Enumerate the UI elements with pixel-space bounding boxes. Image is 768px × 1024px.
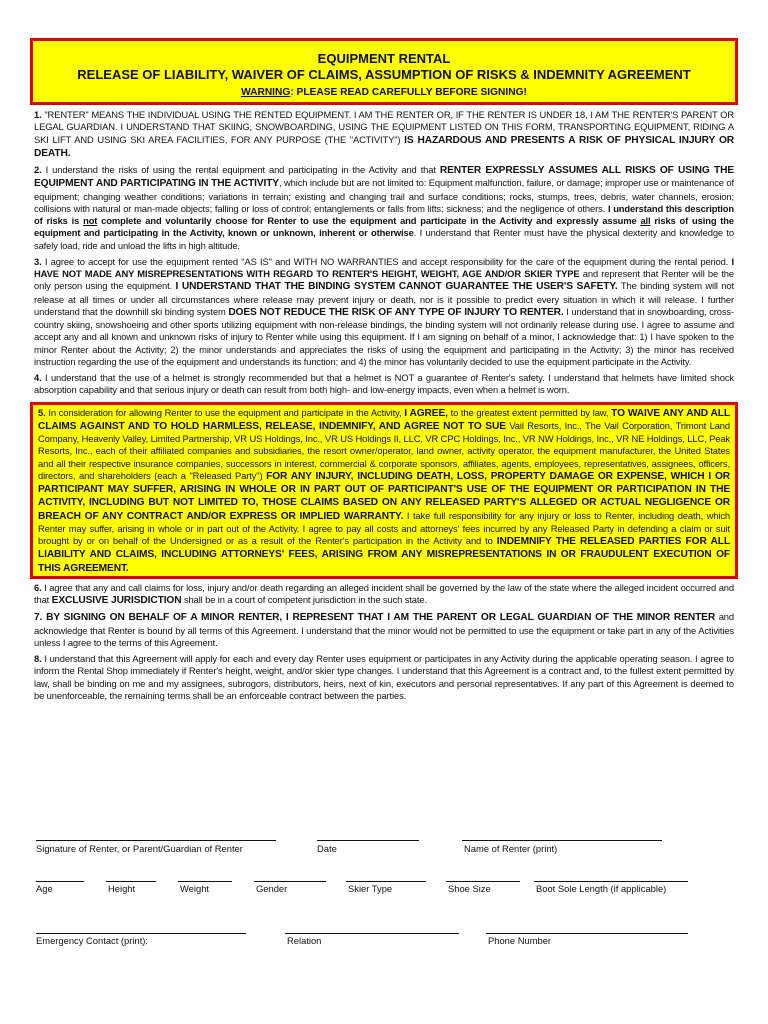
p2-text-g: . I understand that Renter must have the physical dexterity and knowledge to safely load, ride and unload the lifts in high altitude. bbox=[34, 227, 735, 251]
p7-text: and acknowledge that Renter is bound by all terms of this Agreement. I understand that the minor would not be permitted to use the equipment or take part in any of the Activities unless I agree to the terms of this Agreement. bbox=[34, 611, 734, 648]
p4-number: 4. bbox=[34, 372, 42, 383]
signature-line[interactable] bbox=[36, 840, 276, 841]
weight-line[interactable] bbox=[178, 881, 232, 882]
p6-bold-b: EXCLUSIVE JURISDICTION bbox=[51, 595, 182, 606]
p2-bold-f: risks of using the equipment and participating in the Activity, known or unknown, inherent or otherwise bbox=[34, 215, 735, 239]
header-line1: EQUIPMENT RENTAL bbox=[317, 51, 451, 66]
p3-bold-d: I UNDERSTAND THAT THE BINDING SYSTEM CANNOT GUARANTEE THE USER'S SAFETY. bbox=[175, 281, 618, 293]
p2-not: not bbox=[83, 215, 98, 226]
paragraph-1 bbox=[30, 109, 738, 160]
agreement-header bbox=[30, 38, 738, 105]
header-line2: RELEASE OF LIABILITY, WAIVER OF CLAIMS, ASSUMPTION OF RISKS & INDEMNITY AGREEMENT bbox=[77, 67, 691, 82]
relation-label: Relation bbox=[287, 935, 322, 946]
shoe-size-label: Shoe Size bbox=[448, 883, 491, 894]
p5-bold-f: FOR ANY INJURY, INCLUDING DEATH, LOSS, PROPERTY DAMAGE OR EXPENSE, WHICH I OR PARTICIPANT MAY SUFFER, ARISING IN WHOLE OR IN PART OUT OF PARTICIPANT'S USE OF THE EQUIPMENT OR PARTICIPATION IN THE ACTIVITY, INCLUDING BUT NOT LIMITED TO, THOSE CLAIMS BASED ON ANY RELEASED PARTY'S ALLEGED OR ACTUAL NEGLIGENCE OR BREACH OF ANY CONTRACT AND/OR EXPRESS OR IMPLIED WARRANTY. bbox=[38, 470, 730, 522]
skier-type-line[interactable] bbox=[346, 881, 426, 882]
p3-bold-b: I HAVE NOT MADE ANY MISREPRESENTATIONS WITH REGARD TO RENTER'S HEIGHT, WEIGHT, AGE AND/OR SKIER TYPE bbox=[34, 255, 734, 279]
p6-text-a: I agree that any and call claims for loss, injury and/or death regarding an alleged incident shall be governed by the law of the state where the alleged incident occurred and that bbox=[34, 581, 734, 605]
boot-sole-line[interactable] bbox=[534, 881, 688, 882]
height-line[interactable] bbox=[106, 881, 156, 882]
p6-text-c: shall be in a court of competent jurisdiction in the such state. bbox=[181, 594, 427, 605]
p7-bold: 7. BY SIGNING ON BEHALF OF A MINOR RENTER, I REPRESENT THAT I AM THE PARENT OR LEGAL GUARDIAN OF THE MINOR RENTER bbox=[34, 612, 716, 624]
height-label: Height bbox=[108, 883, 136, 894]
p3-bold-f: DOES NOT REDUCE THE RISK OF ANY TYPE OF INJURY TO RENTER. bbox=[228, 306, 564, 318]
date-label: Date bbox=[317, 843, 337, 854]
p1-number: 1. bbox=[34, 109, 42, 120]
paragraph-3 bbox=[30, 256, 738, 368]
gender-label: Gender bbox=[256, 883, 288, 894]
p3-number: 3. bbox=[34, 255, 42, 267]
p5-bold-d: TO WAIVE ANY AND ALL CLAIMS AGAINST AND TO HOLD HARMLESS, RELEASE, INDEMNIFY, AND AGREE NOT TO SUE bbox=[38, 407, 730, 432]
p5-text-a: In consideration for allowing Renter to use the equipment and participate in the Activity, bbox=[45, 406, 405, 418]
paragraph-7 bbox=[30, 611, 738, 649]
paragraph-5-box bbox=[30, 402, 738, 579]
p2-bold-d: I understand this description of risks is bbox=[34, 202, 735, 226]
p5-number: 5. bbox=[38, 406, 46, 418]
paragraph-4 bbox=[30, 372, 738, 397]
date-line[interactable] bbox=[317, 840, 419, 841]
emergency-contact-label: Emergency Contact (print): bbox=[36, 935, 149, 946]
p6-number: 6. bbox=[34, 581, 42, 593]
p1-text: "RENTER" MEANS THE INDIVIDUAL USING THE RENTED EQUIPMENT. I AM THE RENTER OR, IF THE RENTER IS UNDER 18, I AM THE RENTER'S PARENT OR LEGAL GUARDIAN. I UNDERSTAND THAT SKIING, SNOWBOARDING, USING THE EQUIPMENT LISTED ON THIS FORM, TRANSPORTING EQUIPMENT, RIDING A SKI LIFT AND USING SKI AREA FACILITIES, FOR ANY PURPOSE (THE "ACTIVITY") bbox=[34, 109, 734, 145]
agreement-page bbox=[30, 38, 738, 706]
emergency-contact-line[interactable] bbox=[36, 933, 246, 934]
header-warning bbox=[33, 86, 735, 100]
paragraph-5 bbox=[36, 407, 732, 575]
name-line[interactable] bbox=[462, 840, 662, 841]
warning-text: : PLEASE READ CAREFULLY BEFORE SIGNING! bbox=[290, 87, 527, 98]
name-label: Name of Renter (print) bbox=[464, 843, 558, 854]
phone-label: Phone Number bbox=[488, 935, 552, 946]
p2-all: all bbox=[640, 215, 651, 226]
boot-sole-label: Boot Sole Length (if applicable) bbox=[536, 883, 667, 894]
p5-bold-b: I AGREE, bbox=[404, 407, 448, 419]
p1-bold: IS HAZARDOUS AND PRESENTS A RISK OF PHYSICAL INJURY OR DEATH. bbox=[34, 134, 734, 159]
p8-text: I understand that this Agreement will apply for each and every day Renter uses equipment or participates in any Activity during the applicable operating season. I agree to inform the Rental Shop immediately if Renter's height, weight, and/or skier type changes. I understand that this Agreement is a contract and, to the fullest extent permitted by law, shall be binding on me and my assignees, subrogors, distributors, heirs, next of kin, executors and personal representatives. If any part of this Agreement is deemed to be unenforceable, the remaining terms shall be an enforceable contract between the parties. bbox=[34, 653, 734, 701]
weight-label: Weight bbox=[180, 883, 210, 894]
p3-text-a: I agree to accept for use the equipment rented "AS IS" and WITH NO WARRANTIES and accept responsibility for the care of the equipment during the rental period. bbox=[41, 255, 732, 267]
gender-line[interactable] bbox=[254, 881, 326, 882]
skier-type-label: Skier Type bbox=[348, 883, 393, 894]
p5-text-g: I take full responsibility for any injury or loss to Renter, including death, which Renter may suffer, arising in whole or in part out of the Activity. I agree to pay all costs and attorneys' fees incurred by any Released Party in defending a claim or suit brought by or on behalf of the Undersigned or as a result of the Renter's participation in the Activity and to bbox=[38, 509, 730, 546]
age-line[interactable] bbox=[36, 881, 84, 882]
p2-number: 2. bbox=[34, 164, 42, 175]
p5-text-e: Vail Resorts, Inc., The Vail Corporation, Trimont Land Company, Heavenly Valley, Limited Partnership, VR US Holdings, Inc., VR US Holdings II, LLC, VR CPC Holdings, Inc., VR NW Holdings, Inc., VR NE Holdings, LLC, Peak Resorts, Inc., each of their affiliated companies and subsidiaries, the resort owner/operator, land owner, activity operator, the equipment manufacturer, the United States and all their respective insurance companies, successors in interest, commercial & corporate sponsors, affiliates, agents, employees, representatives, assignees, officers, directors, and shareholders (each a "Released Party") bbox=[38, 419, 730, 481]
p2-bold-e: complete and voluntarily choose for Renter to use the equipment and participate in the Activity and expressly assume bbox=[97, 215, 641, 226]
warning-label: WARNING bbox=[241, 87, 291, 98]
signature-label: Signature of Renter, or Parent/Guardian of Renter bbox=[36, 843, 243, 854]
paragraph-8 bbox=[30, 653, 738, 702]
age-label: Age bbox=[36, 883, 53, 894]
p3-text-g: I understand that in snowboarding, cross-country skiing, snowshoeing and other sports utilizing equipment with non-release bindings, the binding system will not ordinarily release during use. I agree to assume and accept any and all known and unknown risks of injury to Renter while using this equipment. If I am signing on behalf of a minor, I acknowledge that: 1) I have spoken to the minor Renter about the Activity; 2) the minor understands and appreciates the risks of using the equipment and participating in the Activity; 3) the minor has received instruction regarding the use of the equipment and understands its function; and 4) the minor has voluntarily decided to use the equipment participate in the Activity. bbox=[34, 305, 734, 367]
p3-text-c: and represent that Renter will be the only person using the equipment. bbox=[34, 268, 734, 292]
p5-bold-h: INDEMNIFY THE RELEASED PARTIES FOR ALL LIABILITY AND CLAIMS, INCLUDING ATTORNEYS' FEES, ARISING FROM ANY MISREPRESENTATIONS IN OR FRAUDULENT EXECUTION OF THIS AGREEMENT. bbox=[38, 536, 730, 574]
relation-line[interactable] bbox=[285, 933, 459, 934]
p8-number: 8. bbox=[34, 653, 42, 664]
p4-text: I understand that the use of a helmet is strongly recommended but that a helmet is NOT a guarantee of Renter's safety. I understand that helmets have limited shock absorption capability and that serious injury or death can result from both high- and low-energy impacts, even when a helmet is worn. bbox=[34, 372, 734, 396]
p2-text-c: , which include but are not limited to: Equipment malfunction, failure, or damage; improper use or maintenance of equipment; changing weather conditions; variations in terrain; existing and changing trail and surface conditions; rocks, stumps, trees, debris, water channels, erosion; collisions with natural or man-made objects; falling or loss of control; entanglements or falls from lifts; sickness; and the negligence of others. bbox=[34, 177, 735, 214]
p2-text-a: I understand the risks of using the rental equipment and participating in the Activity and that bbox=[41, 164, 440, 175]
paragraph-6 bbox=[30, 582, 738, 608]
p2-bold-a: RENTER EXPRESSLY ASSUMES ALL RISKS OF USING THE EQUIPMENT AND PARTICIPATING IN THE ACTIVITY bbox=[34, 165, 734, 190]
p5-text-c: to the greatest extent permitted by law, bbox=[447, 406, 612, 418]
p3-text-e: The binding system will not release at all times or under all circumstances where release may prevent injury or death, nor is it possible to predict every situation in which it will release. I further understand that the downhill ski binding system bbox=[34, 280, 734, 317]
shoe-size-line[interactable] bbox=[446, 881, 520, 882]
paragraph-2 bbox=[30, 164, 738, 252]
phone-line[interactable] bbox=[486, 933, 688, 934]
